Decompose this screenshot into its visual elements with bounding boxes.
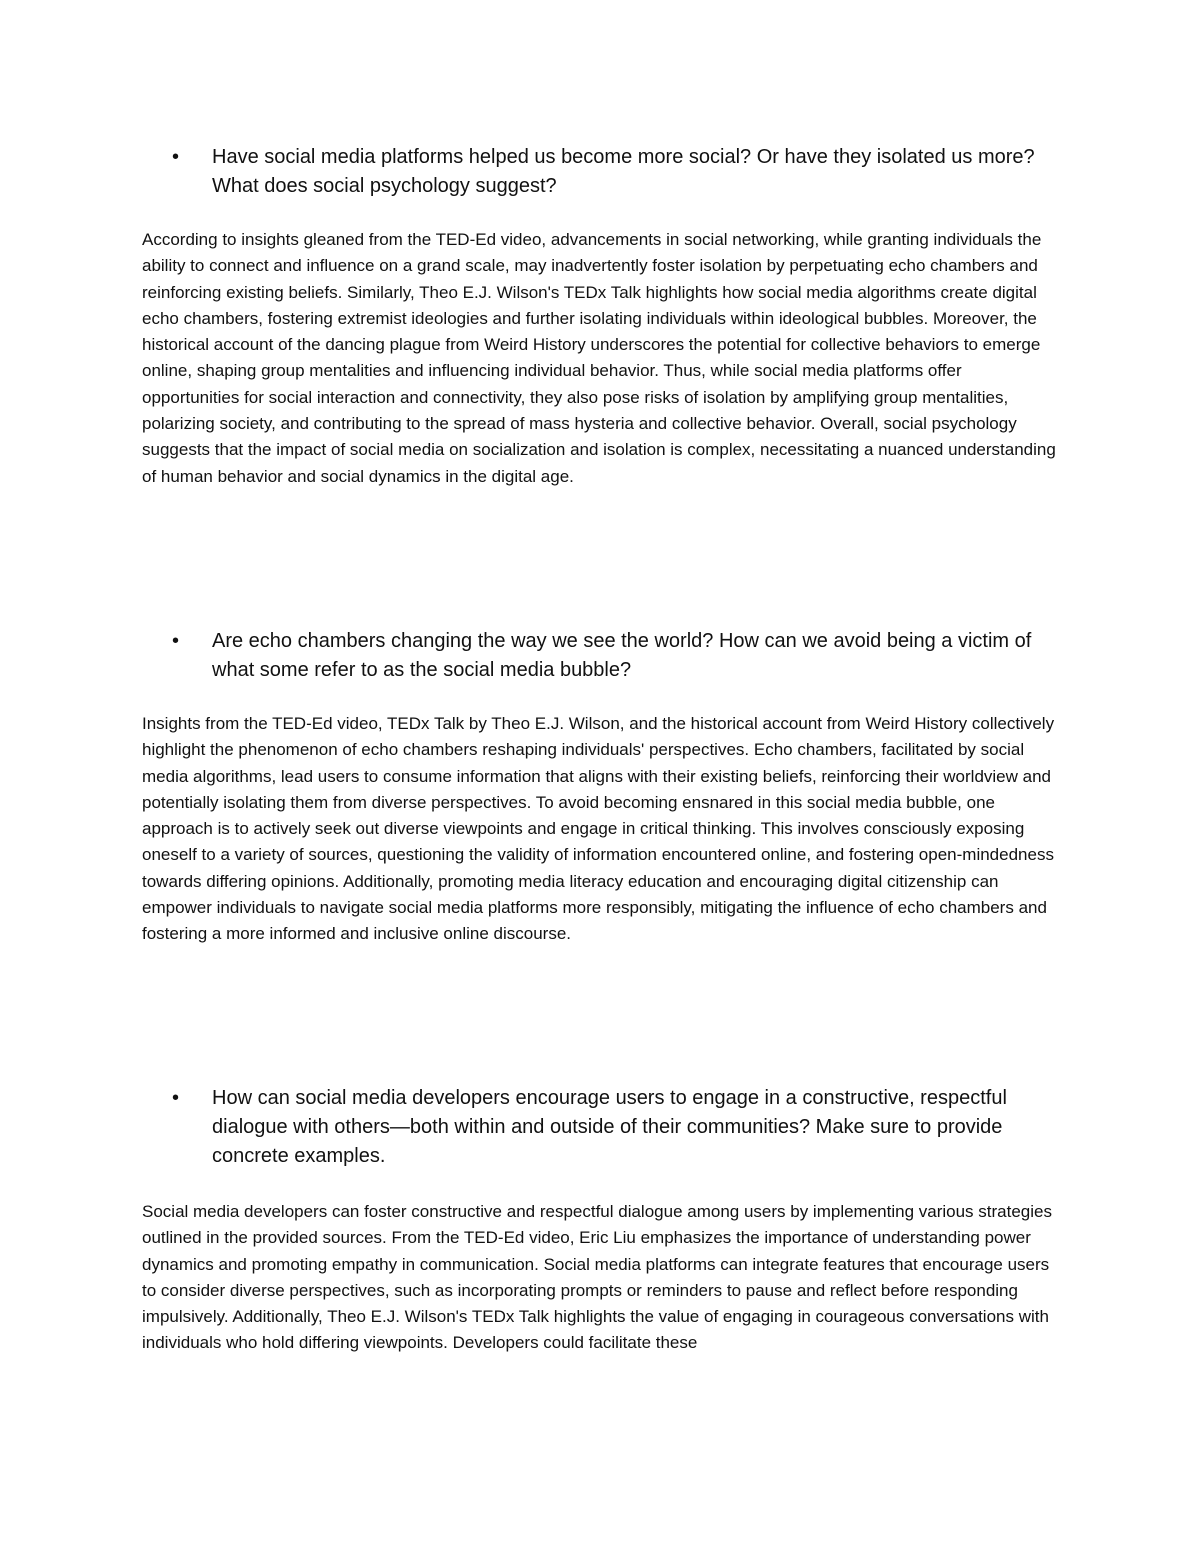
question-2 xyxy=(172,627,1072,685)
bullet-1: • xyxy=(172,146,180,168)
answer-3-text: Social media developers can foster constructive and respectful dialogue among users by implementing various strategies outlined in the provided sources. From the TED-Ed video, Eric Liu emphasizes the importance of understanding power dynamics and promoting empathy in communication. Social media platforms can integrate features that encourage users to consider diverse perspectives, such as incorporating prompts or reminders to pause and reflect before responding impulsively. Additionally, Theo E.J. Wilson's TEDx Talk highlights the value of engaging in courageous conversations with individuals who hold differing viewpoints. Developers could facilitate these xyxy=(142,1202,1052,1353)
answer-1-text: According to insights gleaned from the TED-Ed video, advancements in social networking, while granting individuals the ability to connect and influence on a grand scale, may inadvertently foster isolation by perpetuating echo chambers and reinforcing existing beliefs. Similarly, Theo E.J. Wilson's TEDx Talk highlights how social media algorithms create digital echo chambers, fostering extremist ideologies and further isolating individuals within ideological bubbles. Moreover, the historical account of the dancing plague from Weird History underscores the potential for collective behaviors to emerge online, shaping group mentalities and influencing individual behavior. Thus, while social media platforms offer opportunities for social interaction and connectivity, they also pose risks of isolation by amplifying group mentalities, polarizing society, and contributing to the spread of mass hysteria and collective behavior. Overall, social psychology suggests that the impact of social media on socialization and isolation is complex, necessitating a nuanced understanding of human behavior and social dynamics in the digital age. xyxy=(142,230,1056,486)
answer-2-text: Insights from the TED-Ed video, TEDx Talk by Theo E.J. Wilson, and the historical account from Weird History collectively highlight the phenomenon of echo chambers reshaping individuals' perspectives. Echo chambers, facilitated by social media algorithms, lead users to consume information that aligns with their existing beliefs, reinforcing their worldview and potentially isolating them from diverse perspectives. To avoid becoming ensnared in this social media bubble, one approach is to actively seek out diverse viewpoints and engage in critical thinking. This involves consciously exposing oneself to a variety of sources, questioning the validity of information encountered online, and fostering open-mindedness towards differing opinions. Additionally, promoting media literacy education and encouraging digital citizenship can empower individuals to navigate social media platforms more responsibly, mitigating the influence of echo chambers and fostering a more informed and inclusive online discourse. xyxy=(142,714,1055,944)
question-2-text: Are echo chambers changing the way we see the world? How can we avoid being a victim of what some refer to as the social media bubble? xyxy=(212,630,1032,681)
answer-1 xyxy=(142,227,1062,490)
question-3 xyxy=(172,1084,1072,1171)
question-1 xyxy=(172,143,1072,201)
answer-3 xyxy=(142,1199,1062,1357)
bullet-2: • xyxy=(172,630,180,652)
answer-2 xyxy=(142,711,1062,948)
question-1-text: Have social media platforms helped us become more social? Or have they isolated us more? What does social psychology suggest? xyxy=(212,146,1035,197)
bullet-3: • xyxy=(172,1087,180,1109)
question-3-text: How can social media developers encourage users to engage in a constructive, respectful dialogue with others—both within and outside of their communities? Make sure to provide concrete examples. xyxy=(212,1087,1007,1167)
